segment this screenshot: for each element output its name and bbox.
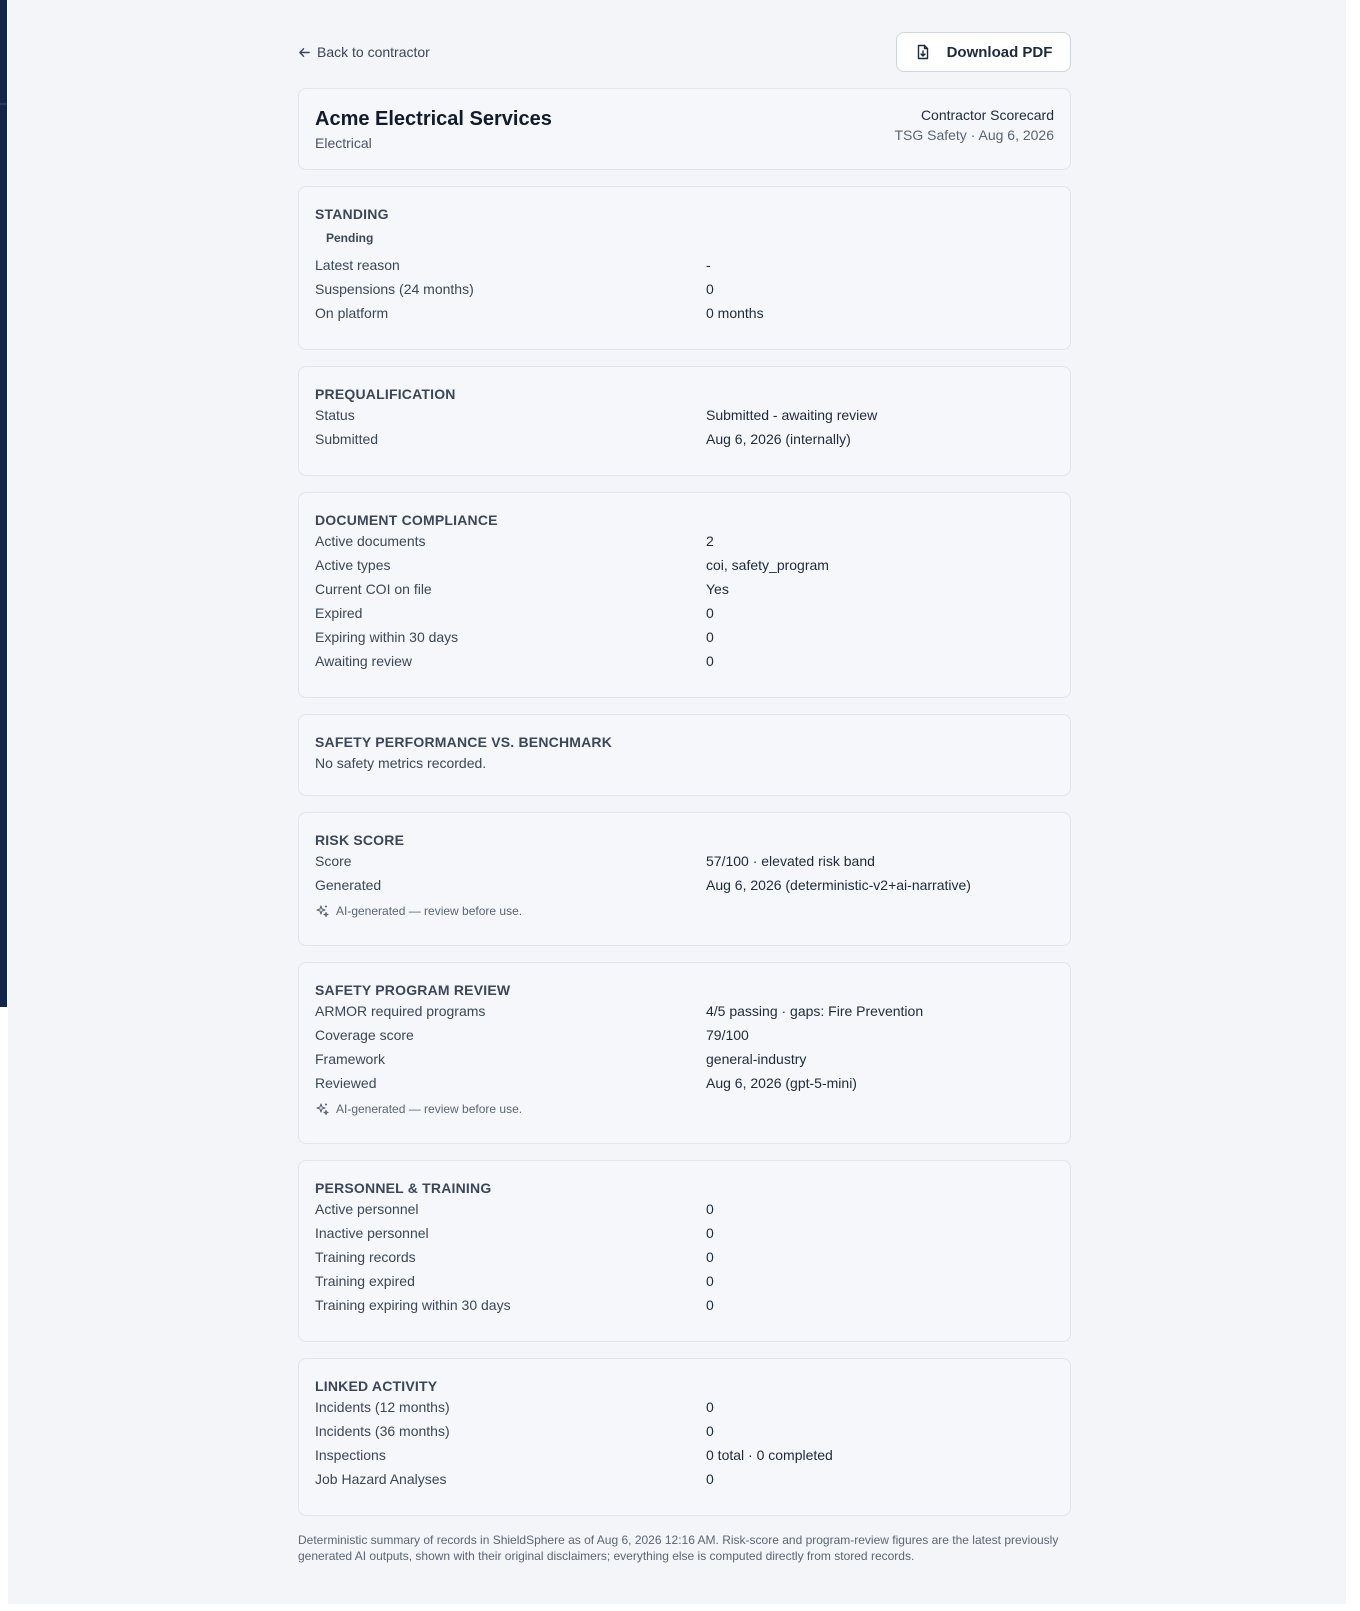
row-value: 57/100 · elevated risk band — [706, 853, 875, 869]
linked-activity-section — [298, 1358, 1071, 1516]
ai-disclaimer-text: AI-generated — review before use. — [336, 1102, 523, 1116]
row-value: Submitted - awaiting review — [706, 407, 878, 423]
risk-score-section — [298, 812, 1071, 946]
row-label: Score — [315, 853, 352, 869]
table-row — [315, 649, 1054, 673]
row-value: 0 — [706, 1273, 714, 1289]
table-row — [315, 427, 1054, 451]
standing-section — [298, 186, 1071, 350]
row-value: 0 — [706, 1399, 714, 1415]
safety-performance-section — [298, 714, 1071, 796]
document-compliance-section — [298, 492, 1071, 698]
arrow-left-icon — [298, 46, 311, 59]
row-label: Expired — [315, 605, 363, 621]
sidebar-rail — [0, 0, 7, 1007]
page-edge — [1346, 0, 1360, 1611]
row-label: Suspensions (24 months) — [315, 281, 474, 297]
section-title: STANDING — [315, 206, 389, 222]
company-name: Acme Electrical Services — [315, 108, 552, 130]
row-label: Inactive personnel — [315, 1225, 429, 1241]
back-to-contractor-link[interactable] — [298, 44, 430, 60]
table-row — [315, 1419, 1054, 1443]
row-label: Latest reason — [315, 257, 400, 273]
table-row — [315, 1197, 1054, 1221]
table-row — [315, 1269, 1054, 1293]
row-label: Status — [315, 407, 355, 423]
table-row — [315, 1047, 1054, 1071]
row-label: Awaiting review — [315, 653, 413, 669]
row-value: Aug 6, 2026 (deterministic-v2+ai-narrative) — [706, 877, 971, 893]
table-row — [315, 1245, 1054, 1269]
row-label: On platform — [315, 305, 389, 321]
scorecard-column — [298, 32, 1071, 1564]
row-value: 0 — [706, 1297, 714, 1313]
row-value: 0 total · 0 completed — [706, 1447, 833, 1463]
document-title: Contractor Scorecard — [920, 107, 1054, 123]
contractor-header-card — [298, 88, 1071, 170]
footer-disclaimer: Deterministic summary of records in ShieldSphere as of Aug 6, 2026 12:16 AM. Risk-score and program-review figures are the latest previously generated AI outputs, shown with their original disclaimers; everything else is computed directly from stored records. — [298, 1533, 1059, 1563]
row-value: 0 — [706, 1423, 714, 1439]
row-label: Training expired — [315, 1273, 415, 1289]
row-value: Yes — [706, 581, 729, 597]
row-value: 0 — [706, 629, 714, 645]
safety-program-review-section — [298, 962, 1071, 1144]
row-value: 0 months — [706, 305, 764, 321]
file-download-icon — [915, 44, 931, 60]
row-value: 0 — [706, 281, 714, 297]
table-row — [315, 277, 1054, 301]
row-label: Generated — [315, 877, 382, 893]
row-value: 0 — [706, 1249, 714, 1265]
row-label: Active personnel — [315, 1201, 419, 1217]
row-label: Training expiring within 30 days — [315, 1297, 511, 1313]
top-bar — [298, 32, 1071, 72]
sparkle-icon — [315, 904, 329, 918]
ai-disclaimer — [315, 1095, 1054, 1121]
row-value: 79/100 — [706, 1027, 749, 1043]
table-row — [315, 849, 1054, 873]
table-row — [315, 1221, 1054, 1245]
document-meta: TSG Safety · Aug 6, 2026 — [894, 127, 1054, 143]
personnel-training-section — [298, 1160, 1071, 1342]
row-value: 0 — [706, 1471, 714, 1487]
row-value: Aug 6, 2026 (internally) — [706, 431, 851, 447]
row-value: 0 — [706, 1225, 714, 1241]
row-value: 0 — [706, 1201, 714, 1217]
section-title: RISK SCORE — [315, 832, 405, 848]
section-title: SAFETY PROGRAM REVIEW — [315, 982, 511, 998]
row-label: Incidents (36 months) — [315, 1423, 450, 1439]
table-row — [315, 1395, 1054, 1419]
section-title: PREQUALIFICATION — [315, 386, 456, 402]
table-row — [315, 553, 1054, 577]
ai-disclaimer — [315, 897, 1054, 923]
table-row — [315, 577, 1054, 601]
row-value: coi, safety_program — [706, 557, 829, 573]
row-label: Training records — [315, 1249, 416, 1265]
row-value: Aug 6, 2026 (gpt-5-mini) — [706, 1075, 857, 1091]
row-label: Active documents — [315, 533, 426, 549]
status-badge: Pending — [326, 231, 374, 245]
download-pdf-button[interactable] — [896, 32, 1071, 72]
row-value: 0 — [706, 653, 714, 669]
row-label: Reviewed — [315, 1075, 377, 1091]
row-label: Framework — [315, 1051, 386, 1067]
row-label: Active types — [315, 557, 391, 573]
section-title: DOCUMENT COMPLIANCE — [315, 512, 498, 528]
table-row — [315, 625, 1054, 649]
table-row — [315, 873, 1054, 897]
table-row — [315, 529, 1054, 553]
table-row — [315, 601, 1054, 625]
row-label: Expiring within 30 days — [315, 629, 459, 645]
table-row — [315, 1293, 1054, 1317]
row-value: 4/5 passing · gaps: Fire Prevention — [706, 1003, 924, 1019]
row-label: Job Hazard Analyses — [315, 1471, 447, 1487]
row-label: Submitted — [315, 431, 379, 447]
row-label: Inspections — [315, 1447, 386, 1463]
table-row — [315, 999, 1054, 1023]
row-value: 0 — [706, 605, 714, 621]
table-row — [315, 1443, 1054, 1467]
row-value: 2 — [706, 533, 714, 549]
row-label: ARMOR required programs — [315, 1003, 486, 1019]
table-row — [315, 1023, 1054, 1047]
empty-state-text: No safety metrics recorded. — [315, 755, 487, 771]
sparkle-icon — [315, 1102, 329, 1116]
section-title: LINKED ACTIVITY — [315, 1378, 438, 1394]
table-row — [315, 253, 1054, 277]
ai-disclaimer-text: AI-generated — review before use. — [336, 904, 523, 918]
table-row — [315, 301, 1054, 325]
row-label: Incidents (12 months) — [315, 1399, 450, 1415]
section-title: PERSONNEL & TRAINING — [315, 1180, 492, 1196]
section-title: SAFETY PERFORMANCE VS. BENCHMARK — [315, 734, 613, 750]
row-label: Coverage score — [315, 1027, 414, 1043]
back-link-label: Back to contractor — [317, 44, 430, 60]
download-pdf-label: Download PDF — [946, 43, 1053, 61]
row-value: general-industry — [706, 1051, 807, 1067]
table-row — [315, 1071, 1054, 1095]
row-value: - — [706, 257, 711, 273]
prequalification-section — [298, 366, 1071, 476]
table-row — [315, 1467, 1054, 1491]
company-trade: Electrical — [315, 135, 372, 151]
row-label: Current COI on file — [315, 581, 432, 597]
table-row — [315, 403, 1054, 427]
